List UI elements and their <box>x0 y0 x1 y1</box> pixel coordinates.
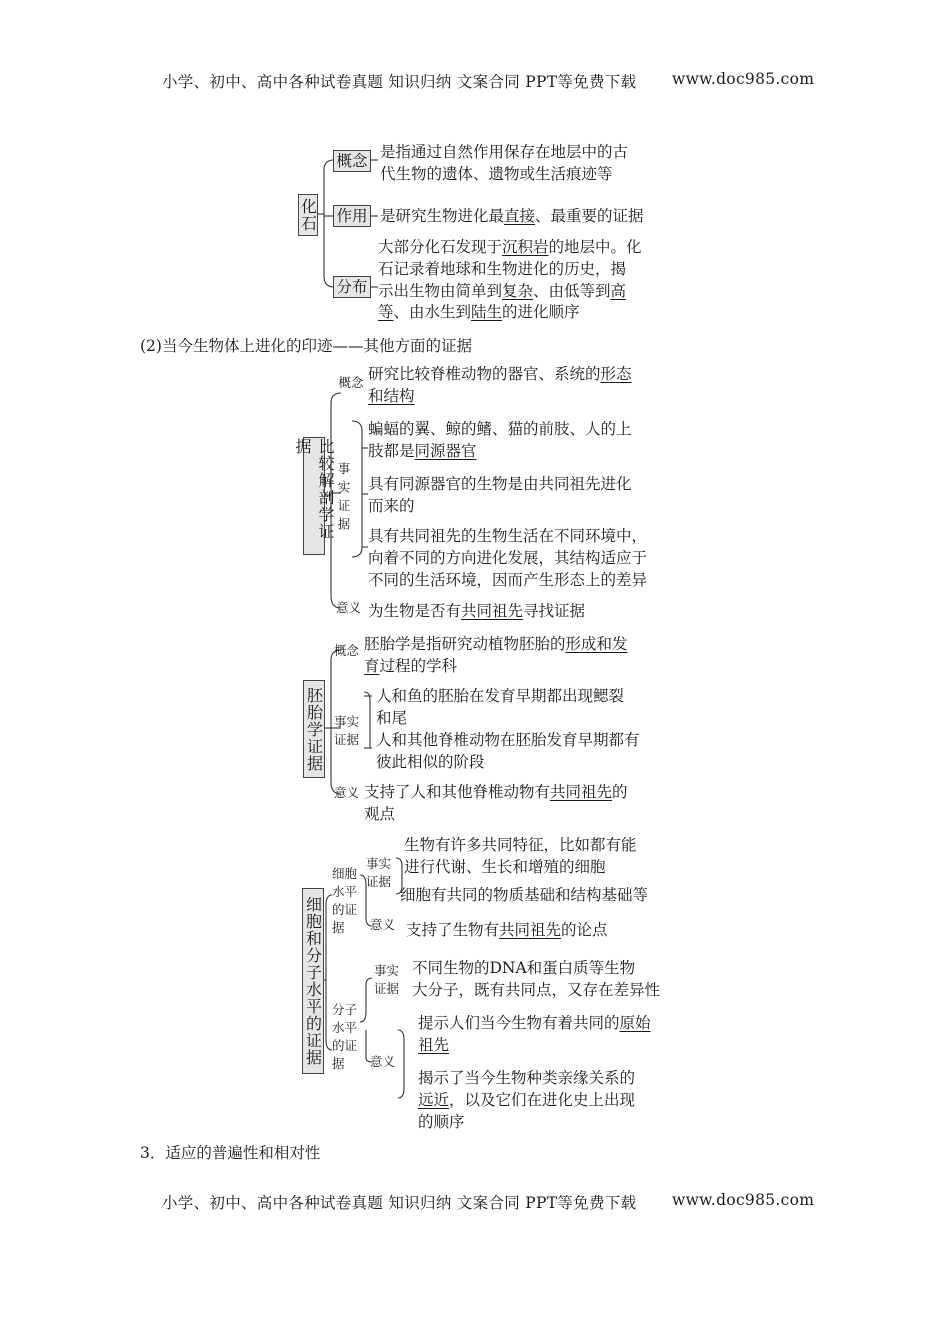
embryo-concept-line-2: 育过程的学科 <box>364 657 458 675</box>
anatomy-concept-line-1: 研究比较脊椎动物的器官、系统的形态 <box>368 365 632 383</box>
fossil-dist-line-4: 等、由水生到陆生的进化顺序 <box>378 303 580 321</box>
cell-meaning-label: 意义 <box>370 917 396 932</box>
mol-meaning-line-3: 揭示了当今生物种类亲缘关系的 <box>418 1069 636 1087</box>
mol-fact-line-2: 大分子，既有共同点，又存在差异性 <box>412 981 661 999</box>
cell-level-label-4: 据 <box>332 920 345 935</box>
anatomy-concept-label: 概念 <box>336 375 366 392</box>
mol-fact-label-1: 事实 <box>374 963 400 978</box>
fossil-concept-line-1: 是指通过自然作用保存在地层中的古 <box>380 143 629 161</box>
fossil-concept-line-2: 代生物的遗体、遗物或生活痕迹等 <box>380 165 613 183</box>
embryo-root-box: 胚胎学证据 <box>303 680 325 778</box>
section-2-title: (2)当今生物体上进化的印迹——其他方面的证据 <box>140 337 472 355</box>
anatomy-root-box: 比较解剖学证据 <box>303 437 325 555</box>
embryo-fact-line-2: 和尾 <box>376 709 408 727</box>
embryo-meaning-line-1: 支持了人和其他脊椎动物有共同祖先的 <box>364 783 628 801</box>
mol-meaning-line-4: 远近，以及它们在进化史上出现 <box>418 1091 636 1109</box>
embryo-fact-line-3: 人和其他脊椎动物在胚胎发育早期都有 <box>376 731 640 749</box>
anatomy-concept-line-2: 和结构 <box>368 387 415 405</box>
page-footer-url: www.doc985.com <box>672 1191 815 1209</box>
anatomy-fact-line-6: 向着不同的方向进化发展，其结构适应于 <box>368 549 648 567</box>
mol-level-label-3: 的证 <box>332 1038 358 1053</box>
anatomy-fact-line-7: 不同的生活环境，因而产生形态上的差异 <box>368 571 648 589</box>
mol-level-label-2: 水平 <box>332 1020 358 1035</box>
cell-fact-line-2: 进行代谢、生长和增殖的细胞 <box>404 858 606 876</box>
mol-meaning-label: 意义 <box>370 1054 396 1069</box>
mol-meaning-line-2: 祖先 <box>418 1036 450 1054</box>
anatomy-meaning-text: 为生物是否有共同祖先寻找证据 <box>368 602 586 620</box>
embryo-fact-line-1: 人和鱼的胚胎在发育早期都出现鳃裂 <box>376 687 625 705</box>
fossil-root-box: 化石 <box>298 194 318 236</box>
cell-fact-line-1: 生物有许多共同特征，比如都有能 <box>404 836 637 854</box>
mol-meaning-line-1: 提示人们当今生物有着共同的原始 <box>418 1014 651 1032</box>
anatomy-fact-line-1: 蝙蝠的翼、鲸的鳍、猫的前肢、人的上 <box>368 420 632 438</box>
page-header-text: 小学、初中、高中各种试卷真题 知识归纳 文案合同 PPT等免费下载 <box>162 73 637 91</box>
anatomy-fact-line-5: 具有共同祖先的生物生活在不同环境中， <box>368 527 648 545</box>
cell-fact-label-1: 事实 <box>366 856 392 871</box>
mol-level-label-4: 据 <box>332 1056 345 1071</box>
anatomy-fact-line-4: 而来的 <box>368 497 415 515</box>
fossil-dist-line-2: 石记录着地球和生物进化的历史，揭 <box>378 260 627 278</box>
embryo-concept-line-1: 胚胎学是指研究动植物胚胎的形成和发 <box>364 635 628 653</box>
page-header-url: www.doc985.com <box>672 70 815 88</box>
page-footer-text: 小学、初中、高中各种试卷真题 知识归纳 文案合同 PPT等免费下载 <box>162 1194 637 1212</box>
cell-fact-line-3: 细胞有共同的物质基础和结构基础等 <box>400 886 649 904</box>
anatomy-fact-label: 事实证据 <box>336 462 351 536</box>
fossil-distribution-label: 分布 <box>333 276 371 298</box>
embryo-fact-line-4: 彼此相似的阶段 <box>376 753 485 771</box>
fossil-role-label: 作用 <box>333 205 371 227</box>
cell-molecule-root-box: 细胞和分子水平的证据 <box>302 888 324 1074</box>
mol-level-label-1: 分子 <box>332 1002 358 1017</box>
embryo-concept-label: 概念 <box>334 643 360 658</box>
embryo-fact-label-1: 事实 <box>334 714 360 729</box>
mol-meaning-line-5: 的顺序 <box>418 1113 465 1131</box>
anatomy-fact-line-3: 具有同源器官的生物是由共同祖先进化 <box>368 475 632 493</box>
cell-level-label-2: 水平 <box>332 884 358 899</box>
mol-fact-line-1: 不同生物的DNA和蛋白质等生物 <box>412 959 636 977</box>
cell-meaning-text: 支持了生物有共同祖先的论点 <box>406 921 608 939</box>
embryo-meaning-line-2: 观点 <box>364 805 396 823</box>
fossil-role-text: 是研究生物进化最直接、最重要的证据 <box>380 207 644 225</box>
cell-fact-label-2: 证据 <box>366 874 392 889</box>
section-3-title: 3．适应的普遍性和相对性 <box>140 1144 321 1162</box>
embryo-meaning-label: 意义 <box>334 785 360 800</box>
cell-level-label-1: 细胞 <box>332 866 358 881</box>
anatomy-fact-line-2: 肢都是同源器官 <box>368 442 477 460</box>
fossil-concept-label: 概念 <box>333 150 371 172</box>
cell-level-label-3: 的证 <box>332 902 358 917</box>
anatomy-meaning-label: 意义 <box>336 600 362 615</box>
embryo-fact-label-2: 证据 <box>334 732 360 747</box>
mol-fact-label-2: 证据 <box>374 981 400 996</box>
fossil-dist-line-3: 示出生物由简单到复杂、由低等到高 <box>378 282 627 300</box>
fossil-dist-line-1: 大部分化石发现于沉积岩的地层中。化 <box>378 238 642 256</box>
